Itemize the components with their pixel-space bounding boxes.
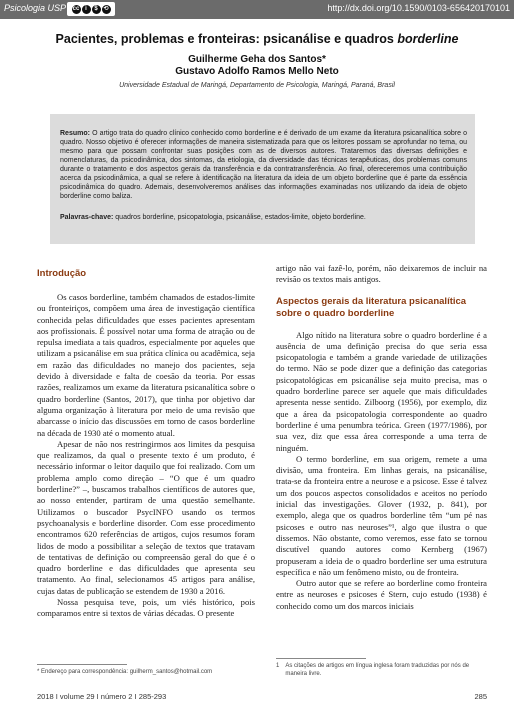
abstract-body: O artigo trata do quadro clínico conhecido como borderline e é derivado de um exame da literatura psicanalítica sobre o quadro. Nosso objetivo é oferecer informações de maneira sistematizada para que os leitores possam se aprofundar no tema, ou mesmo para que possam confrontar suas posições com as de diversos autores. Trataremos das diversas definições e nomenclaturas, da psicodinâmica, dos sintomas, da etiologia, da diversidade das técnicas terapêuticas, dos problemas comuns durante o tratamento e dos aspectos gerais da transferência e da contratransferência. Ao final, ofereceremos uma contribuição acerca da psicodinâmica, a qual se refere à identificação na literatura da ideia de um objeto borderline que é parte da essência psicodinâmica do quadro. Ademais, desenvolveremos análises das informações examinadas nos utilizando da ideia de objeto borderline como baliza. [60, 130, 467, 200]
left-column [37, 260, 255, 620]
cc-license-icon [67, 2, 115, 16]
footnote-divider [276, 658, 366, 659]
title-text: Pacientes, problemas e fronteiras: psicanálise e quadros [55, 32, 398, 46]
footnote-translation [276, 662, 487, 678]
abstract-box [50, 114, 475, 244]
title-italic: borderline [397, 32, 459, 46]
journal-name: Psicologia USP [4, 3, 67, 13]
section-heading-introducao: Introdução [37, 268, 87, 279]
cc-logo-icon: cc [72, 5, 80, 12]
paragraph: Os casos borderline, também chamados de estados-limite ou fronteiriços, compõem uma área de investigação científica conhecida pelas dificuldades que esses pacientes apresentam aos profissionais. É possível notar uma forma de atração ou de repulsa imediata a tais quadros, especialmente por aqueles que utilizam a psicanálise em sua prática clínica ou acadêmica, seja em razão das dificuldades no manejo dos pacientes, seja devido à diversidade e falta de coesão da teoria. Por essas razões, realizamos um exame da literatura psicanalítica sobre o quadro borderline (Santos, 2017), que tinha por objetivo dar alguma organização à literatura por meio de uma revisão que abarcasse o início das discussões em torno de casos borderline na década de 1930 até o momento atual. [37, 292, 255, 438]
paragraph: Outro autor que se refere ao borderline como fronteira entre as neuroses e psicoses é Stern, cujo estudo (1938) é conhecido como um dos marcos iniciais [276, 578, 487, 611]
footnote-number: 1 [276, 663, 280, 669]
cc-by-icon: i [82, 5, 91, 14]
cc-nc-icon: $ [92, 5, 101, 14]
author-2: Gustavo Adolfo Ramos Mello Neto [175, 66, 339, 77]
affiliation: Universidade Estadual de Maringá, Departamento de Psicologia, Maringá, Paraná, Brasil [119, 82, 395, 89]
abstract-label: Resumo: [60, 130, 90, 137]
keywords-label: Palavras-chave: [60, 214, 114, 221]
abstract-text [60, 129, 467, 201]
author-list [0, 54, 514, 78]
doi-link[interactable]: http://dx.doi.org/10.1590/0103-656420170101 [327, 3, 510, 13]
cc-sa-icon: ⟲ [103, 5, 109, 12]
author-1: Guilherme Geha dos Santos* [188, 54, 326, 65]
issue-info: 2018 I volume 29 I número 2 I 285-293 [37, 692, 167, 701]
section-heading-aspectos: Aspectos gerais da literatura psicanalítica sobre o quadro borderline [276, 295, 467, 319]
right-column [276, 263, 487, 612]
keywords [60, 213, 467, 222]
journal-header-bar [0, 0, 514, 19]
page-number: 285 [474, 692, 487, 701]
footnote-correspondence: * Endereço para correspondência: guilherm_santos@hotmail.com [37, 669, 213, 675]
article-title [0, 32, 514, 46]
paragraph: artigo não vai fazê-lo, porém, não deixaremos de incluir na revisão os textos mais antigos. [276, 263, 487, 285]
footnote-text: As citações de artigos em língua inglesa foram traduzidas por nós de maneira livre. [285, 663, 470, 677]
paragraph: Algo nítido na literatura sobre o quadro borderline é a ausência de uma definição precisa do que seria essa psicopatologia e também a grande variedade de utilizações do termo. Não se pode dizer que a definição das categorias psicopatológicas em psicanálise seja muito precisa, mas o quadro borderline parece ser aquele que mais dificuldades apresenta nesse sentido. Zilboorg (1956), por exemplo, diz que a área da psicopatologia correspondente ao quadro borderline é uma penumbra teórica. Green (1977/1986), por sua vez, diz que essa área corresponde a uma terra de ninguém. [276, 329, 487, 453]
paragraph: Nossa pesquisa teve, pois, um viés histórico, pois comparamos entre si textos de várias décadas. O presente [37, 597, 255, 619]
paragraph: Apesar de não nos restringirmos aos limites da pesquisa que realizamos, da qual o presente texto é um produto, é necessário informar o leitor daquilo que foi realizado. Com um problema amplo como direção – “O que é um quadro borderline?” –, buscamos trabalhos científicos de autores que, ao nosso entender, partiram de uma questão semelhante. Utilizamos o buscador PsycINFO usando os termos psychoanalysis e borderline disorder. Com esse procedimento encontramos 620 referências de artigos, cujos resumos foram lidos de modo a possibilitar a seleção de textos que tratavam de tentativas de definição ou compreensão geral do que é o quadro borderline e das dificuldades que apresenta seu tratamento. Ao final, selecionamos 45 artigos para análise, cujas datas de publicação se estendem de 1930 a 2016. [37, 438, 255, 596]
paragraph: O termo borderline, em sua origem, remete a uma divisão, uma fronteira. Em linhas gerais, na psicanálise, trata-se da fronteira entre a neurose e a psicose. Esse é talvez um dos poucos aspectos consolidados e aceitos no período inicial das investigações. Glover (1932, p. 841), por exemplo, alega que os quadros borderline têm “um pé nas psicoses e outro nas neuroses”¹, algo que ilustra o que dissemos. Não obstante, como veremos, esse fato se tornou discutível quando autores como Kernberg (1967) propuseram a ideia de o quadro borderline ser uma estrutura específica e não um fenômeno misto, ou de fronteira. [276, 453, 487, 577]
keywords-list: quadros borderline, psicopatologia, psicanálise, estados-limite, objeto borderline. [115, 214, 366, 221]
footnote-divider [37, 664, 127, 665]
